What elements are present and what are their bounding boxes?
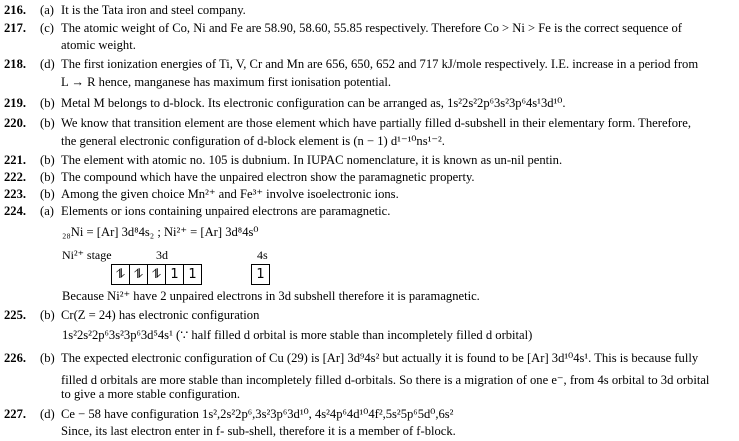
explanation-text: The expected electronic configuration of Cu (29) is [Ar] 3d⁹4s² but actually it is found to be [Ar] 3d¹⁰4s¹. This is because fully [61,351,699,365]
question-number: 223. [4,187,27,201]
explanation-text: The first ionization energies of Ti, V, Cr and Mn are 656, 650, 652 and 717 kJ/mole respectively. I.E. increase in a period from [61,57,699,71]
answer-option: (b) [40,116,55,130]
answer-option: (b) [40,96,55,110]
explanation-text: atomic weight. [61,38,136,52]
orbital-3d-label: 3d [156,248,168,262]
explanation-text: Since, its last electron enter in f- sub-shell, therefore it is a member of f-block. [61,424,456,438]
explanation-text: We know that transition element are those element which have partially filled d-subshell in their elementary form. Therefore, [61,116,691,130]
orbital-cell: ⥮ [148,265,166,284]
question-number: 222. [4,170,27,184]
question-number: 216. [4,3,27,17]
orbital-cell: ⥮ [130,265,148,284]
cr-configuration: 1s²2s²2p⁶3s²3p⁶3d⁵4s¹ (∵ half filled d orbital is more stable than incompletely filled d orbital) [62,328,533,342]
explanation-text: Cr(Z = 24) has electronic configuration [61,308,260,322]
answer-option: (b) [40,187,55,201]
explanation-text: Ce − 58 have configuration 1s²,2s²2p⁶,3s²3p⁶3d¹⁰, 4s²4p⁶4d¹⁰4f²,5s²5p⁶5d⁰,6s² [61,407,454,421]
orbital-cell: 1 [188,267,197,282]
answer-option: (a) [40,204,54,218]
explanation-text: Elements or ions containing unpaired electrons are paramagnetic. [61,204,391,218]
question-number: 227. [4,407,27,421]
orbital-box-3d [111,264,202,285]
explanation-text: The element with atomic no. 105 is dubnium. In IUPAC nomenclature, it is known as un-nil pentin. [61,153,563,167]
question-number: 225. [4,308,27,322]
answer-option: (d) [40,407,55,421]
explanation-text: filled d orbitals are more stable than incompletely filled d-orbitals. So there is a migration of one e⁻, from 4s orbital to 3d orbital [61,373,710,387]
orbital-cell: ⥮ [112,265,130,284]
because-line: Because Ni²⁺ have 2 unpaired electrons in 3d subshell therefore it is paramagnetic. [62,289,480,303]
orbital-box-4s [251,264,270,285]
orbital-cell: 1 [256,267,265,282]
ni-configuration: ₂₈Ni = [Ar] 3d⁸4s₂ ; Ni²⁺ = [Ar] 3d⁸4s⁰ [62,225,259,239]
question-number: 218. [4,57,27,71]
orbital-4s-label: 4s [257,248,268,262]
explanation-text: Metal M belongs to d-block. Its electronic configuration can be arranged as, 1s²2s²2p⁶3s²3p⁶4s¹3d¹⁰. [61,96,566,110]
explanation-text: the general electronic configuration of d-block element is (n − 1) d¹⁻¹⁰ns¹⁻². [61,134,445,148]
explanation-text: The compound which have the unpaired electron show the paramagnetic property. [61,170,475,184]
question-number: 217. [4,21,27,35]
question-number: 220. [4,116,27,130]
answer-option: (d) [40,57,55,71]
question-number: 226. [4,351,27,365]
explanation-text: L → R hence, manganese has maximum first ionisation potential. [61,75,392,89]
ni-stage-label: Ni²⁺ stage [62,248,112,262]
answer-option: (b) [40,351,55,365]
explanation-text: It is the Tata iron and steel company. [61,3,246,17]
explanation-text: The atomic weight of Co, Ni and Fe are 58.90, 58.60, 55.85 respectively. Therefore Co > Ni > Fe is the correct sequence of [61,21,682,35]
answer-option: (a) [40,3,54,17]
answer-option: (b) [40,153,55,167]
answer-option: (b) [40,308,55,322]
question-number: 221. [4,153,27,167]
explanation-text: Among the given choice Mn²⁺ and Fe³⁺ involve isoelectronic ions. [61,187,399,201]
answer-option: (c) [40,21,54,35]
explanation-text: to give a more stable configuration. [61,387,241,401]
question-number: 224. [4,204,27,218]
orbital-cell: 1 [166,265,184,284]
question-number: 219. [4,96,27,110]
answer-option: (b) [40,170,55,184]
